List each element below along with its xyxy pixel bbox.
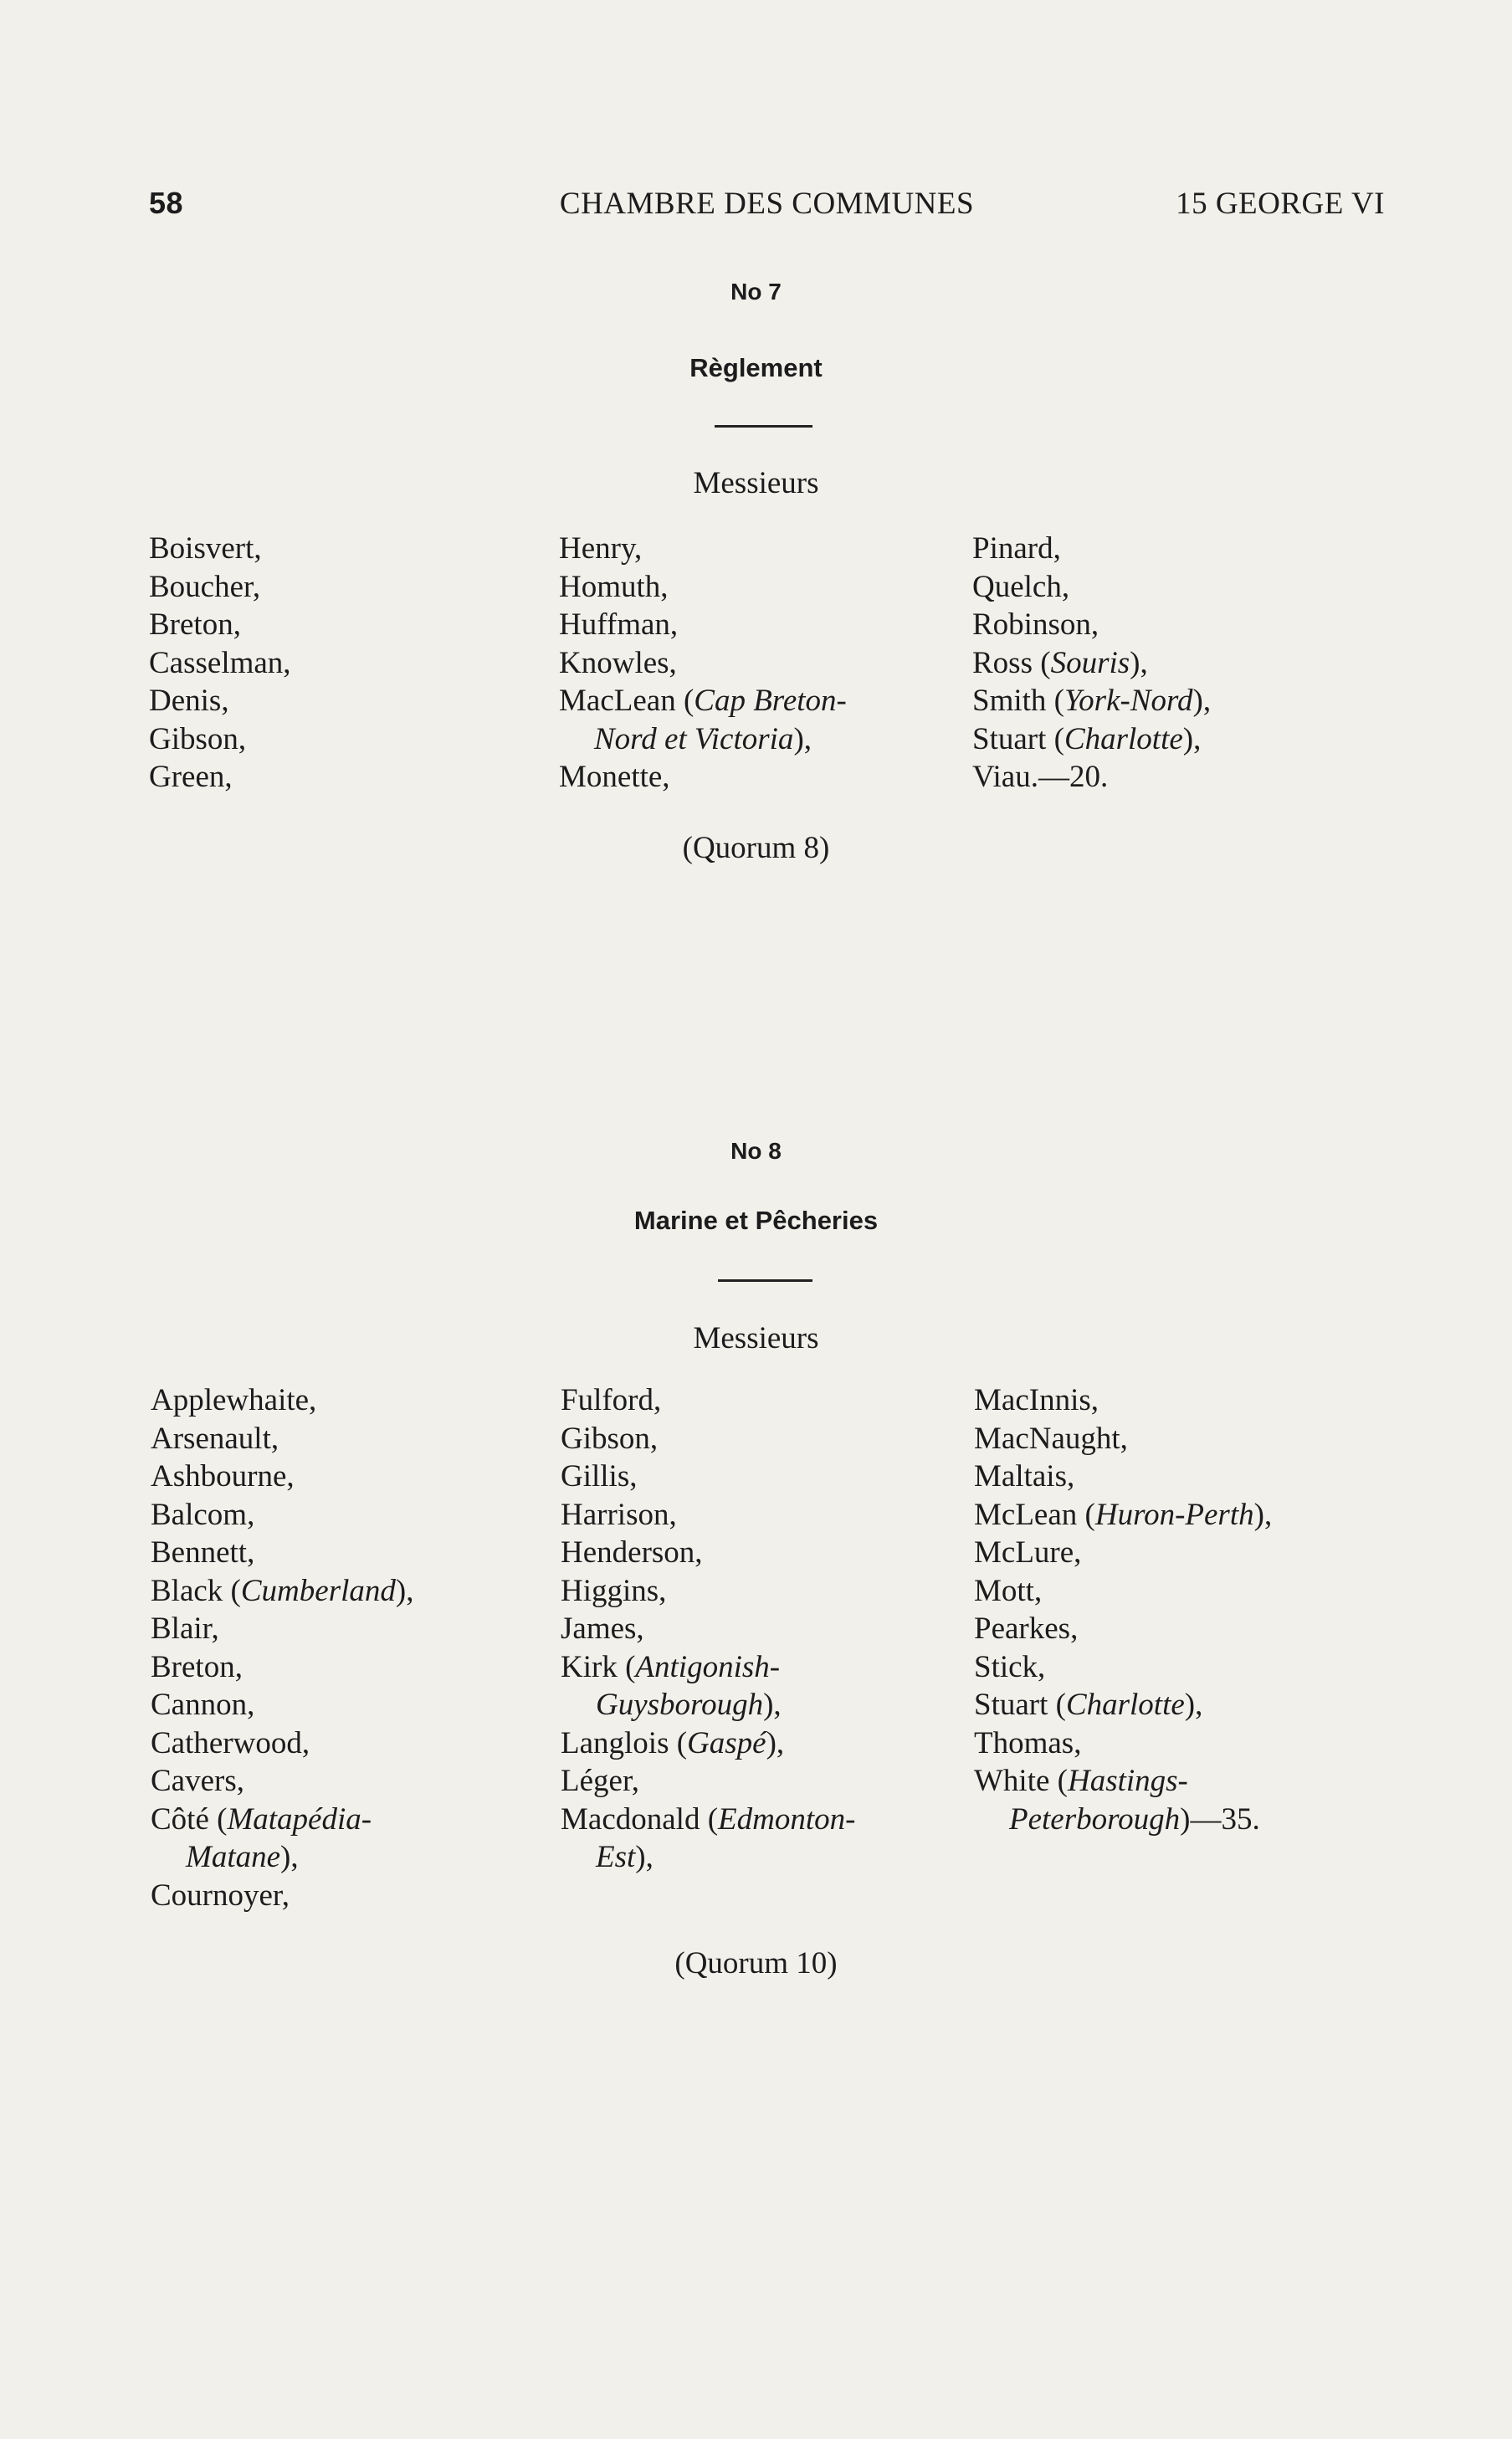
- member-name: Viau.—20.: [972, 760, 1109, 794]
- riding-name: Huron-Perth: [1094, 1497, 1254, 1532]
- member-punct: )—35.: [1180, 1801, 1260, 1837]
- riding-name: Peterborough: [1009, 1801, 1181, 1837]
- member-entry: [151, 1381, 413, 1420]
- member-punct: ),: [635, 1840, 653, 1874]
- member-name: Gillis,: [561, 1459, 638, 1494]
- member-entry: [561, 1801, 855, 1839]
- member-punct: ),: [395, 1573, 414, 1608]
- member-column: [149, 530, 291, 797]
- member-punct: ),: [766, 1725, 785, 1760]
- member-name: Kirk (: [561, 1649, 636, 1684]
- member-column: [974, 1381, 1272, 1838]
- member-name: James,: [561, 1611, 644, 1646]
- member-entry: [972, 644, 1211, 683]
- member-name: Pinard,: [972, 531, 1061, 566]
- member-punct: ),: [1182, 721, 1202, 756]
- section-rule: [718, 1279, 812, 1282]
- member-entry: [972, 720, 1211, 759]
- running-title: CHAMBRE DES COMMUNES: [559, 187, 975, 221]
- member-name: Thomas,: [974, 1725, 1082, 1760]
- member-name: Balcom,: [151, 1497, 255, 1532]
- member-entry: [974, 1610, 1272, 1648]
- member-entry: [149, 682, 291, 720]
- member-name: MacNaught,: [974, 1421, 1128, 1456]
- section-title: Marine et Pêcheries: [633, 1206, 879, 1235]
- member-entry: [151, 1724, 413, 1763]
- member-name: Black (: [151, 1573, 241, 1608]
- riding-continuation: [974, 1801, 1272, 1839]
- riding-name: Cumberland: [240, 1573, 396, 1608]
- member-name: MacLean (: [559, 684, 694, 718]
- riding-name: Matapédia-: [227, 1801, 372, 1837]
- member-name: Applewhaite,: [151, 1383, 317, 1417]
- member-name: Monette,: [559, 760, 670, 794]
- quorum-note: (Quorum 8): [682, 831, 830, 865]
- member-entry: [151, 1877, 413, 1915]
- member-entry: [974, 1762, 1272, 1801]
- member-entry: [561, 1762, 855, 1801]
- member-entry: [151, 1534, 413, 1572]
- member-entry: [151, 1801, 413, 1839]
- member-entry: [972, 568, 1211, 607]
- riding-name: Charlotte: [1065, 1688, 1185, 1722]
- member-name: Robinson,: [972, 607, 1099, 642]
- member-entry: [974, 1458, 1272, 1496]
- section-number: No 8: [730, 1138, 782, 1164]
- member-name: Cannon,: [151, 1688, 255, 1722]
- member-entry: [149, 606, 291, 644]
- member-name: Bennett,: [151, 1535, 255, 1570]
- member-entry: [149, 720, 291, 759]
- riding-name: Hastings-: [1067, 1764, 1188, 1798]
- member-entry: [151, 1496, 413, 1535]
- riding-continuation: [561, 1686, 855, 1724]
- member-name: Maltais,: [974, 1459, 1075, 1494]
- riding-name: Gaspé: [687, 1725, 766, 1760]
- member-entry: [974, 1420, 1272, 1458]
- riding-name: Cap Breton-: [694, 684, 847, 718]
- member-name: Mott,: [974, 1573, 1043, 1608]
- member-entry: [972, 530, 1211, 568]
- riding-name: Matane: [186, 1840, 281, 1874]
- riding-name: Antigonish-: [635, 1649, 781, 1684]
- member-name: Stick,: [974, 1649, 1046, 1684]
- member-name: Langlois (: [561, 1725, 688, 1760]
- member-entry: [151, 1610, 413, 1648]
- reign-label: 15 GEORGE VI: [1176, 187, 1385, 221]
- riding-continuation: [561, 1838, 855, 1877]
- member-punct: ),: [1253, 1497, 1273, 1532]
- member-entry: [149, 758, 291, 797]
- member-name: Macdonald (: [561, 1801, 719, 1837]
- member-entry: [151, 1572, 413, 1611]
- member-name: Breton,: [149, 607, 241, 642]
- member-entry: [974, 1534, 1272, 1572]
- member-name: Higgins,: [561, 1573, 667, 1608]
- member-entry: [974, 1572, 1272, 1611]
- member-name: Ross (: [972, 645, 1051, 680]
- page-number: 58: [149, 186, 184, 220]
- member-entry: [151, 1458, 413, 1496]
- member-entry: [151, 1762, 413, 1801]
- member-entry: [559, 568, 847, 607]
- member-name: Quelch,: [972, 569, 1070, 604]
- member-name: Blair,: [151, 1611, 219, 1646]
- member-name: Smith (: [972, 684, 1064, 718]
- member-name: Casselman,: [149, 645, 291, 680]
- member-column: [972, 530, 1211, 797]
- member-entry: [151, 1648, 413, 1687]
- member-name: Pearkes,: [974, 1611, 1079, 1646]
- messieurs-label: Messieurs: [693, 466, 819, 500]
- member-name: Gibson,: [561, 1421, 659, 1456]
- member-entry: [559, 682, 847, 720]
- member-name: McLure,: [974, 1535, 1082, 1570]
- member-entry: [972, 758, 1211, 797]
- member-name: Huffman,: [559, 607, 679, 642]
- member-name: Cavers,: [151, 1764, 244, 1798]
- member-entry: [974, 1496, 1272, 1535]
- member-entry: [972, 682, 1211, 720]
- member-name: Green,: [149, 760, 233, 794]
- member-entry: [149, 644, 291, 683]
- member-name: Knowles,: [559, 645, 677, 680]
- riding-continuation: [151, 1838, 413, 1877]
- member-name: Catherwood,: [151, 1725, 310, 1760]
- section-title: Règlement: [689, 353, 823, 382]
- member-entry: [561, 1381, 855, 1420]
- riding-continuation: [559, 720, 847, 759]
- riding-name: York-Nord: [1064, 684, 1193, 718]
- member-entry: [561, 1420, 855, 1458]
- riding-name: Guysborough: [596, 1688, 764, 1722]
- member-entry: [561, 1458, 855, 1496]
- member-entry: [561, 1496, 855, 1535]
- running-header: [149, 186, 1385, 228]
- member-name: Arsenault,: [151, 1421, 279, 1456]
- member-entry: [561, 1724, 855, 1763]
- member-name: White (: [974, 1764, 1068, 1798]
- section-number: No 7: [730, 279, 782, 305]
- riding-name: Souris: [1050, 645, 1130, 680]
- member-entry: [559, 530, 847, 568]
- member-name: Henderson,: [561, 1535, 703, 1570]
- member-name: Boisvert,: [149, 531, 262, 566]
- member-name: Gibson,: [149, 721, 247, 756]
- member-name: Stuart (: [974, 1688, 1066, 1722]
- member-punct: ),: [1184, 1688, 1203, 1722]
- member-entry: [561, 1610, 855, 1648]
- member-name: Boucher,: [149, 569, 261, 604]
- member-entry: [559, 606, 847, 644]
- member-entry: [972, 606, 1211, 644]
- member-name: Cournoyer,: [151, 1878, 290, 1913]
- member-entry: [151, 1686, 413, 1724]
- section-rule: [715, 425, 812, 428]
- member-name: Côté (: [151, 1801, 228, 1837]
- riding-name: Nord et Victoria: [594, 721, 794, 756]
- member-entry: [559, 644, 847, 683]
- member-name: Harrison,: [561, 1497, 677, 1532]
- member-name: McLean (: [974, 1497, 1095, 1532]
- member-entry: [561, 1572, 855, 1611]
- member-name: Breton,: [151, 1649, 243, 1684]
- member-entry: [974, 1648, 1272, 1687]
- member-name: Homuth,: [559, 569, 669, 604]
- member-punct: ),: [1130, 645, 1148, 680]
- member-name: Denis,: [149, 684, 229, 718]
- member-entry: [151, 1420, 413, 1458]
- member-column: [151, 1381, 413, 1914]
- riding-name: Charlotte: [1064, 721, 1183, 756]
- member-punct: ),: [793, 721, 812, 756]
- riding-name: Est: [596, 1840, 636, 1874]
- member-entry: [149, 568, 291, 607]
- member-entry: [974, 1686, 1272, 1724]
- member-entry: [561, 1534, 855, 1572]
- member-column: [559, 530, 847, 797]
- riding-name: Edmonton-: [718, 1801, 856, 1837]
- quorum-note: (Quorum 10): [674, 1946, 838, 1980]
- member-entry: [561, 1648, 855, 1687]
- member-name: MacInnis,: [974, 1383, 1099, 1417]
- member-column: [561, 1381, 855, 1877]
- member-punct: ),: [280, 1840, 299, 1874]
- messieurs-label: Messieurs: [693, 1321, 819, 1355]
- member-name: Ashbourne,: [151, 1459, 295, 1494]
- member-entry: [559, 758, 847, 797]
- member-entry: [974, 1381, 1272, 1420]
- member-name: Fulford,: [561, 1383, 662, 1417]
- member-name: Léger,: [561, 1764, 640, 1798]
- member-entry: [974, 1724, 1272, 1763]
- member-punct: ),: [1192, 684, 1212, 718]
- member-punct: ),: [763, 1688, 782, 1722]
- member-entry: [149, 530, 291, 568]
- member-name: Stuart (: [972, 721, 1064, 756]
- member-name: Henry,: [559, 531, 643, 566]
